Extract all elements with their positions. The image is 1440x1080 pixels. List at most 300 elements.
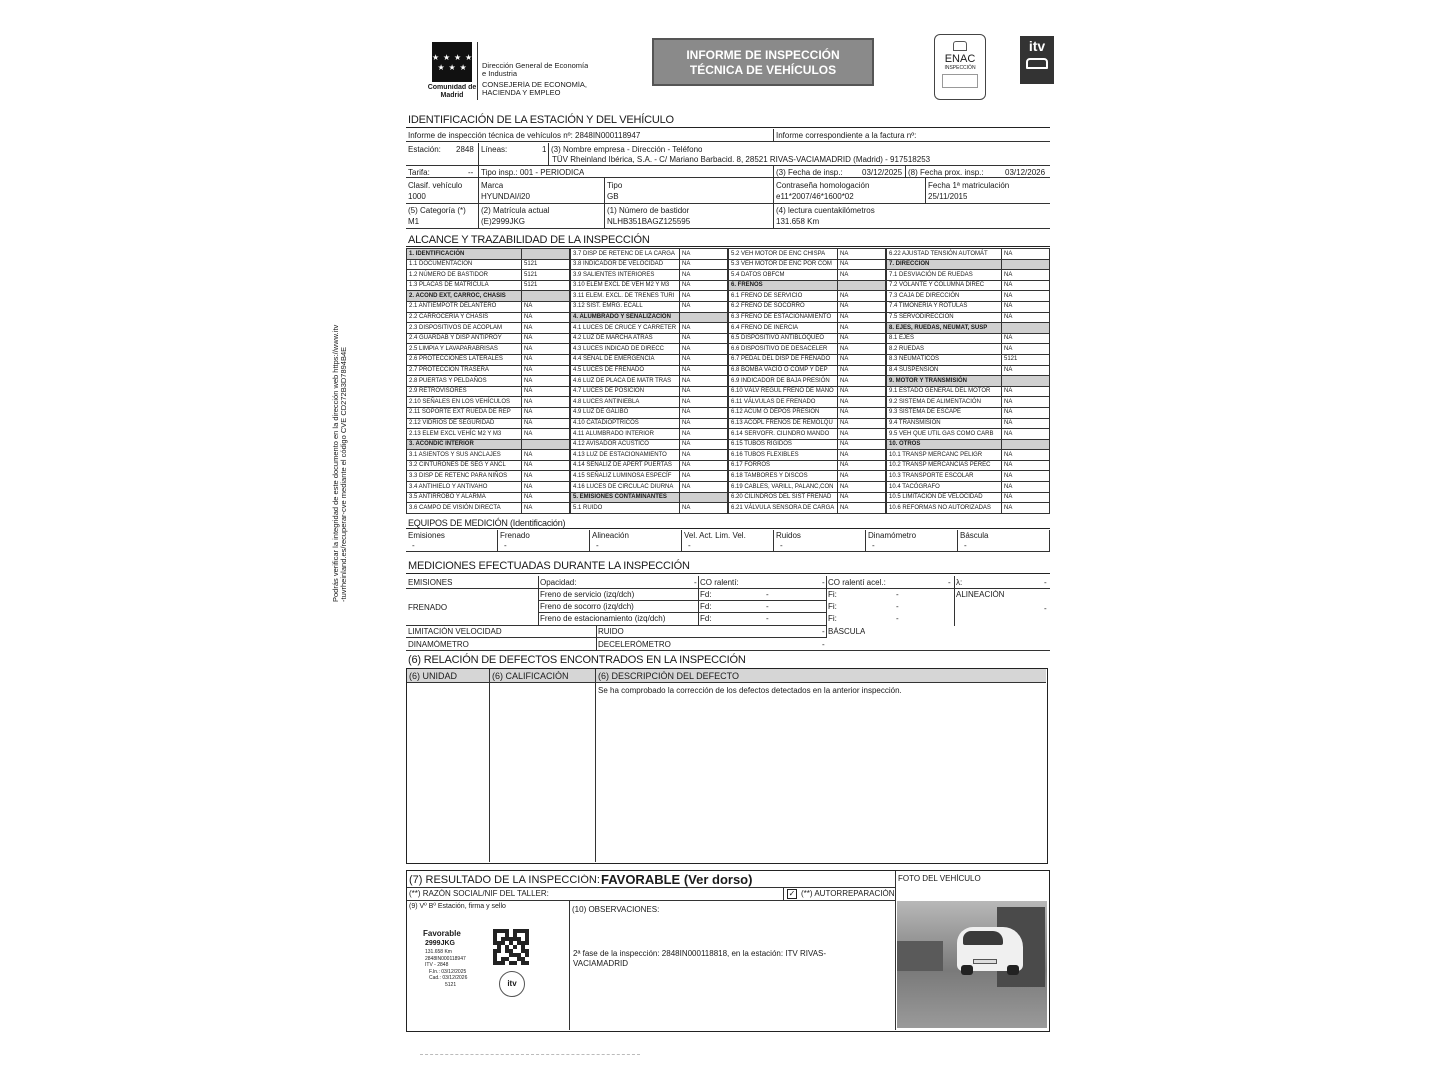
fd-label-2: Fd: (700, 602, 712, 611)
company-label: (3) Nombre empresa - Dirección - Teléfono (551, 145, 703, 154)
divider (569, 900, 570, 1030)
scope-row (571, 323, 728, 334)
sticker-plate: 2999JKG (425, 940, 455, 947)
scope-item-value: NA (1002, 365, 1050, 376)
scope-row (571, 439, 728, 450)
row-rule (406, 625, 826, 626)
scope-item-label: 5. EMISIONES CONTAMINANTES (571, 492, 680, 503)
scope-row (729, 280, 886, 291)
decelerometer-label: DECELERÓMETRO (598, 640, 671, 649)
scope-row (571, 386, 728, 397)
equipment-label: Alineación (592, 531, 629, 540)
dynamometer-label: DINAMÓMETRO (408, 640, 469, 649)
scope-row (729, 439, 886, 450)
scope-item-value: NA (838, 333, 886, 344)
scope-item-label: 6.22 AJUSTAD TENSIÓN AUTOMÁT (887, 249, 1002, 260)
scope-row (887, 482, 1050, 493)
scope-item-label: 1.2 NÚMERO DE BASTIDOR (407, 270, 522, 281)
speed-limit-label: LIMITACIÓN VELOCIDAD (408, 627, 502, 636)
divider (773, 166, 774, 177)
scope-column-2 (570, 248, 728, 514)
side-text-line-1: Podrás verificar la integridad de este documento en la dirección web https://www.itv (331, 324, 340, 602)
scope-item-value: NA (838, 460, 886, 471)
scope-item-value: NA (522, 376, 570, 387)
scope-item-value: NA (522, 365, 570, 376)
equipment-value: - (964, 541, 967, 550)
itv-logo (1020, 36, 1054, 84)
scope-item-label: 3. ACONDIC INTERIOR (407, 439, 522, 450)
scope-row (571, 312, 728, 323)
equipment-cell (774, 530, 866, 552)
insp-type-value: 001 - PERIODICA (519, 168, 585, 177)
divider (698, 576, 699, 626)
section-rule (406, 127, 1050, 128)
scope-row (729, 503, 886, 514)
scope-row (571, 471, 728, 482)
scope-item-value: NA (522, 397, 570, 408)
row-rule (406, 141, 1050, 142)
scope-item-value: NA (680, 503, 728, 514)
sticker-expiry-date: Cad.: 03/12/2026 (429, 975, 468, 981)
scope-item-value: NA (1002, 312, 1050, 323)
enac-logo (934, 34, 986, 100)
row-rule (406, 650, 1050, 651)
scope-item-value: NA (1002, 386, 1050, 397)
row-rule (538, 612, 826, 613)
scope-row (887, 503, 1050, 514)
fi-dash-3: - (896, 614, 899, 623)
row-rule (406, 588, 538, 589)
scope-row (571, 365, 728, 376)
self-repair-checkbox[interactable] (787, 889, 797, 899)
fd-label-1: Fd: (700, 590, 712, 599)
scope-item-value: NA (522, 386, 570, 397)
scope-item-value: 5121 (522, 280, 570, 291)
scope-item-value: NA (838, 450, 886, 461)
first-registration-label: Fecha 1ª matriculación (928, 181, 1010, 190)
divider (478, 143, 479, 165)
scope-item-label: 4.13 LUZ DE ESTACIONAMIENTO (571, 450, 680, 461)
scope-item-value: NA (1002, 397, 1050, 408)
scope-item-label: 4.9 LUZ DE GÁLIBO (571, 407, 680, 418)
scope-row (407, 482, 570, 493)
header-divider (477, 42, 478, 100)
scope-item-value: NA (522, 344, 570, 355)
divider (595, 669, 596, 862)
scope-row (571, 333, 728, 344)
scope-row (571, 450, 728, 461)
scope-row (407, 291, 570, 302)
service-brake-label: Freno de servicio (izq/dch) (540, 590, 635, 599)
scope-item-value: NA (680, 270, 728, 281)
report-title-box (652, 38, 874, 86)
scope-row (407, 492, 570, 503)
scope-item-label: 7.1 DESVIACIÓN DE RUEDAS (887, 270, 1002, 281)
scope-row (571, 418, 728, 429)
scope-row (407, 333, 570, 344)
station-label: Estación: (408, 145, 441, 154)
scope-item-label: 3.5 ANTIRROBO Y ALARMA (407, 492, 522, 503)
scope-item-label: 3.12 SIST. EMRG. ECALL (571, 301, 680, 312)
co-idle-label: CO ralentí: (700, 578, 739, 587)
car-wheel (1007, 965, 1019, 975)
scope-row (887, 365, 1050, 376)
scope-item-value: NA (838, 323, 886, 334)
equipment-label: Dinamómetro (868, 531, 917, 540)
scope-item-label: 4.14 SEÑALIZ DE APERT PUERTAS (571, 460, 680, 471)
scope-row (407, 407, 570, 418)
scope-item-value: NA (1002, 471, 1050, 482)
fi-dash-1: - (896, 590, 899, 599)
scope-row (729, 492, 886, 503)
scope-item-value: NA (1002, 280, 1050, 291)
scope-row (887, 291, 1050, 302)
divider (954, 576, 955, 588)
scope-row (729, 365, 886, 376)
scope-item-value: NA (1002, 492, 1050, 503)
scope-row (571, 291, 728, 302)
scope-row (407, 397, 570, 408)
scope-row (571, 376, 728, 387)
scope-item-label: 4. ALUMBRADO Y SEÑALIZACIÓN (571, 312, 680, 323)
scope-item-value: NA (680, 429, 728, 440)
madrid-flag-logo: ★ ★ ★ ★ ★ ★ ★ (432, 42, 472, 82)
scope-item-label: 3.3 DISP DE RETENC PARA NIÑOS (407, 471, 522, 482)
scope-column-3 (728, 248, 886, 514)
scope-item-label: 2.3 DISPOSITIVOS DE ACOPLAM (407, 323, 522, 334)
scope-item-label: 4.15 SEÑALIZ LUMINOSA ESPECÍF (571, 471, 680, 482)
scope-item-label: 8. EJES, RUEDAS, NEUMAT, SUSP (887, 323, 1002, 334)
noise-dash: - (822, 627, 825, 636)
scope-row (571, 503, 728, 514)
scope-item-label: 2.6 PROTECCIONES LATERALES (407, 354, 522, 365)
self-repair-label: (**) AUTORREPARACIÓN (801, 889, 895, 898)
scope-row (571, 249, 728, 260)
scope-item-label: 2.10 SEÑALES EN LOS VEHÍCULOS (407, 397, 522, 408)
scope-item-label: 10.4 TACÓGRAFO (887, 482, 1002, 493)
scope-row (887, 376, 1050, 387)
enac-text: ENAC (944, 53, 976, 65)
scope-item-label: 10.3 TRANSPORTE ESCOLAR (887, 471, 1002, 482)
sticker-km: 131.658 Km (425, 949, 452, 955)
scope-row (407, 280, 570, 291)
scope-item-label: 1. IDENTIFICACIÓN (407, 249, 522, 260)
fd-dash-3: - (766, 614, 769, 623)
scope-item-value: NA (838, 344, 886, 355)
equipment-label: Vel. Act. Lim. Vel. (684, 531, 746, 540)
scope-item-value: NA (838, 429, 886, 440)
scope-item-label: 8.2 RUEDAS (887, 344, 1002, 355)
enac-accreditation-box (942, 74, 978, 88)
scope-item-label: 2.13 ELEM EXCL VEHÍC M2 Y M3 (407, 429, 522, 440)
scope-row (887, 354, 1050, 365)
scope-row (729, 397, 886, 408)
scope-item-value: NA (680, 376, 728, 387)
scope-item-value: NA (680, 354, 728, 365)
section-rule (406, 573, 1050, 574)
scope-item-value: NA (838, 386, 886, 397)
scope-item-value: NA (522, 418, 570, 429)
scope-item-value: NA (522, 323, 570, 334)
scope-item-label: 4.7 LUCES DE POSICIÓN (571, 386, 680, 397)
scope-row (571, 429, 728, 440)
scope-item-label: 6.13 ACOPL FRENOS DE REMOLQU (729, 418, 838, 429)
region-name: Comunidad de Madrid (427, 84, 477, 99)
qr-code-icon (493, 929, 529, 965)
scope-item-label: 10.5 LIMITACIÓN DE VELOCIDAD (887, 492, 1002, 503)
scope-item-value: NA (680, 323, 728, 334)
scope-item-label: 4.11 ALUMBRADO INTERIOR (571, 429, 680, 440)
car-wheel (961, 965, 973, 975)
scope-item-value: NA (680, 280, 728, 291)
scope-item-value: NA (522, 354, 570, 365)
scope-item-label: 4.3 LUCES INDICAD DE DIRECC (571, 344, 680, 355)
scope-item-label: 4.10 CATADIÓPTRICOS (571, 418, 680, 429)
scope-item-value: NA (838, 301, 886, 312)
equipment-label: Ruidos (776, 531, 801, 540)
scope-row (729, 249, 886, 260)
scope-item-value: NA (1002, 429, 1050, 440)
scope-item-label: 6.1 FRENO DE SERVICIO (729, 291, 838, 302)
workshop-label: (**) RAZÓN SOCIAL/NIF DEL TALLER: (409, 889, 549, 898)
scope-row (887, 344, 1050, 355)
scope-row (407, 386, 570, 397)
fi-label-3: Fi: (828, 614, 837, 623)
scope-item-value: NA (680, 460, 728, 471)
divider (954, 588, 955, 626)
scope-row (729, 323, 886, 334)
section-rule (406, 246, 1050, 247)
scope-item-value: NA (1002, 503, 1050, 514)
scope-item-label: 3.9 SALIENTES INTERIORES (571, 270, 680, 281)
scope-item-value: NA (522, 460, 570, 471)
report-label-text: Informe de inspección técnica de vehículos nº: (408, 131, 573, 140)
vehicle-photo (897, 901, 1047, 1028)
lambda-label: λ: (956, 578, 963, 587)
scope-item-value: NA (522, 312, 570, 323)
co-idle-accel-dash: - (948, 578, 951, 587)
scope-row (729, 376, 886, 387)
scope-row (407, 418, 570, 429)
scope-item-value (522, 291, 570, 302)
description-header: (6) DESCRIPCIÓN DEL DEFECTO (598, 671, 740, 681)
scope-item-label: 6.10 VÁLV REGUL FRENO DE MANO (729, 386, 838, 397)
verification-side-text (332, 286, 346, 602)
scope-item-label: 6.17 FORROS (729, 460, 838, 471)
scope-row (887, 333, 1050, 344)
scope-row (887, 249, 1050, 260)
scope-item-label: 4.2 LUZ DE MARCHA ATRÁS (571, 333, 680, 344)
divider (478, 166, 479, 177)
scope-item-value: NA (1002, 418, 1050, 429)
scope-item-label: 2.1 ANTIEMPOTR DELANTERO (407, 301, 522, 312)
equipment-cell (958, 530, 1050, 552)
alignment-label: ALINEACIÓN (956, 590, 1005, 599)
emissions-label: EMISIONES (408, 578, 453, 587)
scope-row (887, 259, 1050, 270)
scope-row (571, 482, 728, 493)
scope-item-value: NA (680, 301, 728, 312)
scope-row (729, 312, 886, 323)
scope-item-value: NA (1002, 482, 1050, 493)
scope-item-label: 6.15 TUBOS RÍGIDOS (729, 439, 838, 450)
equipment-value: - (688, 541, 691, 550)
scope-row (407, 439, 570, 450)
scope-row (407, 259, 570, 270)
report-label (408, 131, 640, 141)
scope-item-value: NA (1002, 407, 1050, 418)
scope-row (571, 397, 728, 408)
category-value: M1 (408, 217, 420, 226)
scope-item-value: NA (1002, 450, 1050, 461)
sticker-title: Favorable (423, 929, 461, 938)
scope-row (571, 460, 728, 471)
dept-line-2: e Industria (482, 70, 518, 78)
scope-item-value: NA (838, 376, 886, 387)
scope-row (407, 323, 570, 334)
plate-value: (E)2999JKG (481, 217, 526, 226)
scope-row (887, 450, 1050, 461)
scope-item-value: NA (838, 492, 886, 503)
scope-row (571, 270, 728, 281)
divider (489, 669, 490, 862)
type-value: GB (607, 192, 619, 201)
lambda-dash: - (1044, 578, 1047, 587)
scope-item-label: 6.9 INDICADOR DE BAJA PRESIÓN (729, 376, 838, 387)
equipment-cell (406, 530, 498, 552)
scope-item-label: 6.3 FRENO DE ESTACIONAMIENTO (729, 312, 838, 323)
scope-item-label: 6.5 DISPOSITIVO ANTIBLOQUEO (729, 333, 838, 344)
scope-row (407, 365, 570, 376)
equipment-label: Frenado (500, 531, 530, 540)
scope-item-value: NA (838, 397, 886, 408)
scope-row (887, 397, 1050, 408)
scope-item-label: 2.5 LIMPIA Y LAVAPARABRISAS (407, 344, 522, 355)
scope-item-value: NA (838, 354, 886, 365)
scope-item-label: 6.16 TUBOS FLEXIBLES (729, 450, 838, 461)
seal-text: itv (507, 979, 517, 988)
insp-date-label: (3) Fecha de insp.: (776, 168, 843, 177)
scope-item-value: NA (680, 365, 728, 376)
scope-item-label: 1.1 DOCUMENTACIÓN (407, 259, 522, 270)
section-scope-title: ALCANCE Y TRAZABILIDAD DE LA INSPECCIÓN (408, 234, 650, 246)
scope-row (407, 354, 570, 365)
section-measurements-title: MEDICIONES EFECTUADAS DURANTE LA INSPECCIÓN (408, 560, 690, 572)
equipment-value: - (504, 541, 507, 550)
scope-item-value (1002, 376, 1050, 387)
scope-row (729, 301, 886, 312)
scope-row (729, 407, 886, 418)
scope-item-value: NA (680, 291, 728, 302)
scope-row (571, 492, 728, 503)
scope-row (571, 259, 728, 270)
divider (548, 143, 549, 165)
row-rule (407, 900, 895, 901)
section-equipment-title: EQUIPOS DE MEDICIÓN (Identificación) (408, 518, 566, 528)
scope-item-label: 3.1 ASIENTOS Y SUS ANCLAJES (407, 450, 522, 461)
scope-item-value: NA (1002, 301, 1050, 312)
opacity-dash: - (694, 578, 697, 587)
scope-item-label: 3.8 INDICADOR DE VELOCIDAD (571, 259, 680, 270)
insp-date-value: 03/12/2025 (862, 168, 903, 177)
result-value: FAVORABLE (Ver dorso) (601, 872, 753, 887)
scope-item-value: NA (680, 397, 728, 408)
scope-item-label: 7.3 CAJA DE DIRECCIÓN (887, 291, 1002, 302)
inspection-report-sheet (331, 0, 1080, 1080)
divider (895, 871, 896, 1030)
fi-label-1: Fi: (828, 590, 837, 599)
scope-item-label: 2.11 SOPORTE EXT RUEDA DE REP (407, 407, 522, 418)
vin-value: NLHB351BAGZ125595 (607, 217, 691, 226)
scope-item-label: 9.1 ESTADO GENERAL DEL MOTOR (887, 386, 1002, 397)
scope-row (729, 418, 886, 429)
sticker-inspection-date: F.In.: 03/12/2025 (429, 968, 467, 975)
scope-item-label: 6.2 FRENO DE SOCORRO (729, 301, 838, 312)
dept-line-1: Dirección General de Economía (482, 62, 589, 70)
row-rule (406, 177, 1050, 178)
scope-row (887, 439, 1050, 450)
scope-column-1 (406, 248, 570, 514)
scope-item-label: 10.2 TRANSP MERCANCÍAS PEREC (887, 460, 1002, 471)
scope-item-label: 4.6 LUZ DE PLACA DE MATR TRAS (571, 376, 680, 387)
scope-item-label: 2.2 CARROCERÍA Y CHASIS (407, 312, 522, 323)
scope-row (887, 323, 1050, 334)
scope-item-label: 6.11 VÁLVULAS DE FRENADO (729, 397, 838, 408)
scope-item-label: 7. DIRECCIÓN (887, 259, 1002, 270)
scope-item-label: 10.1 TRANSP MERCANC PELIGR (887, 450, 1002, 461)
class-value: 1000 (408, 192, 426, 201)
braking-label: FRENADO (408, 603, 448, 612)
scope-item-value (838, 280, 886, 291)
sticker-code: 5121 (445, 981, 457, 988)
scope-item-label: 4.1 LUCES DE CRUCE Y CARRETER (571, 323, 680, 334)
scope-item-label: 9. MOTOR Y TRANSMISIÓN (887, 376, 1002, 387)
fd-dash-2: - (766, 602, 769, 611)
scope-row (407, 429, 570, 440)
station-value: 2848 (456, 145, 474, 154)
scope-item-label: 8.1 EJES (887, 333, 1002, 344)
divider (783, 888, 784, 900)
scope-row (729, 259, 886, 270)
scope-item-value: NA (680, 439, 728, 450)
scope-row (729, 333, 886, 344)
scope-item-value: NA (522, 450, 570, 461)
fd-dash-1: - (766, 590, 769, 599)
scope-item-value: NA (680, 418, 728, 429)
scope-item-label: 2. ACOND EXT, CARROC, CHASIS (407, 291, 522, 302)
scope-item-value: NA (1002, 270, 1050, 281)
scope-row (407, 312, 570, 323)
homologation-label: Contraseña homologación (776, 181, 870, 190)
scope-row (887, 301, 1050, 312)
equipment-label: Emisiones (408, 531, 445, 540)
next-date-value: 03/12/2026 (1005, 168, 1046, 177)
itv-seal-icon (499, 971, 525, 997)
qualification-header: (6) CALIFICACIÓN (492, 671, 569, 681)
tariff-value: -- (468, 168, 474, 177)
type-label: Tipo (607, 181, 623, 190)
scope-item-label: 6.4 FRENO DE INERCIA (729, 323, 838, 334)
dept-line-4: HACIENDA Y EMPLEO (482, 89, 561, 97)
scope-item-label: 3.4 ANTIHIELO Y ANTIVAHO (407, 482, 522, 493)
equipment-cell (498, 530, 590, 552)
scope-item-label: 4.12 AVISADOR ACÚSTICO (571, 439, 680, 450)
equipment-cell (590, 530, 682, 552)
scope-item-value: 5121 (522, 270, 570, 281)
equipment-row (406, 530, 1050, 552)
opacity-label: Opacidad: (540, 578, 577, 587)
scope-item-label: 5.3 VEH MOTOR DE ENC POR COM (729, 259, 838, 270)
